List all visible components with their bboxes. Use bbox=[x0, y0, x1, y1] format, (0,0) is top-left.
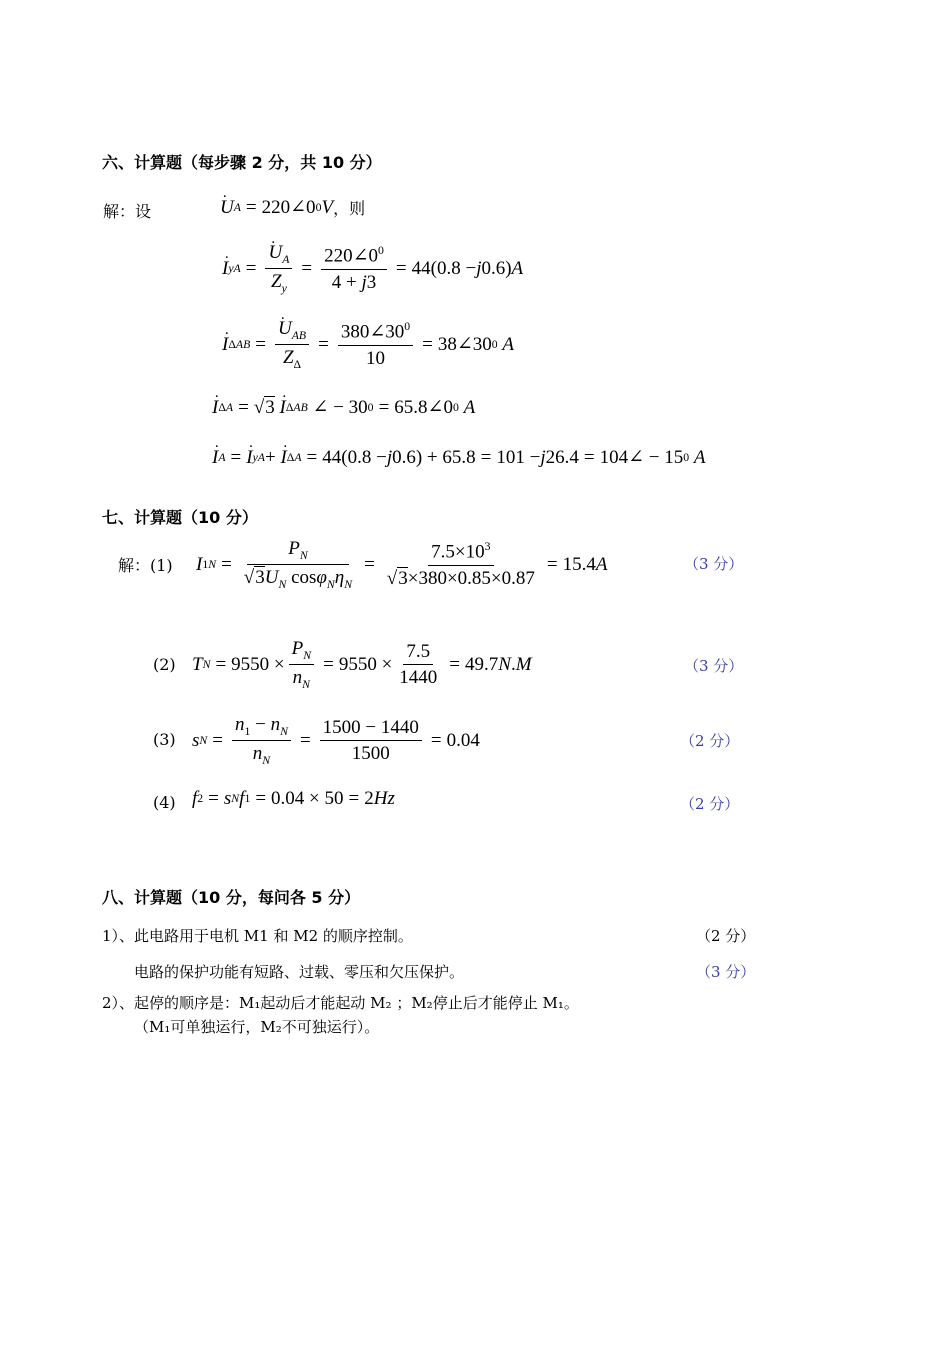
score-7-1: （3 分） bbox=[684, 555, 744, 573]
label-7-4: (4) bbox=[153, 793, 176, 812]
section-6-intro: 解：设 bbox=[103, 202, 152, 221]
section-8-title: 八、计算题（10 分，每问各 5 分） bbox=[102, 888, 361, 907]
section-8-line-2: 电路的保护功能有短路、过载、零压和欠压保护。 bbox=[134, 963, 465, 981]
section-7-intro: 解：(1) bbox=[118, 556, 173, 575]
score-8-2: （3 分） bbox=[696, 963, 756, 981]
score-7-4: （2 分） bbox=[680, 795, 740, 813]
equation-7-1: I 1N = $\frac{P_N}{√3U_N \cos\varphi_N\eta_N}$ = $\frac{7.5\times 10^3}{√3\times 380\times 0.85\times 0.87}$ = 15.4 A bbox=[196, 538, 608, 592]
equation-6-3: · I ΔAB = · $\frac{U_{AB}}{Z_\Delta}$ = $\frac{380\angle 30^0}{10}$ = 38∠30 0 A bbox=[222, 318, 514, 372]
equation-7-2: T N = 9550 × $\frac{P_N}{n_N}$ = 9550 × $\frac{7.5}{1440}$ = 49.7 N . M bbox=[192, 638, 532, 692]
label-7-3: (3) bbox=[153, 730, 176, 749]
section-8-line-4: （M₁可单独运行，M₂不可独运行）。 bbox=[134, 1018, 380, 1036]
equation-6-1: · U A = 220∠0 0 V ，则 bbox=[220, 196, 365, 219]
label-7-2: (2) bbox=[153, 655, 176, 674]
score-7-3: （2 分） bbox=[680, 732, 740, 750]
score-7-2: （3 分） bbox=[684, 657, 744, 675]
section-7-title: 七、计算题（10 分） bbox=[102, 508, 258, 527]
equation-7-3: s N = $\frac{n_1 - n_N}{n_N}$ = $\frac{1500 - 1440}{1500}$ = 0.04 bbox=[192, 714, 480, 768]
section-8-line-3: 2）、起停的顺序是：M₁起动后才能起动 M₂ ；M₂停止后才能停止 M₁。 bbox=[102, 994, 579, 1012]
equation-6-4: · I ΔA = √ 3 · I ΔAB ∠ − 30 0 = 65.8∠0 0 A bbox=[212, 396, 475, 419]
equation-6-2: · I yA = · $\frac{U_A}{Z_y}$ = $\frac{220\angle 0^0}{4 + j3}$ = 44(0.8 − j 0.6) A bbox=[222, 242, 523, 296]
equation-6-5: · I A = · I yA + · I ΔA = 44(0.8 − j 0.6) + 65.8 = 101 − j 26.4 = 104∠ − 15 0 A bbox=[212, 446, 705, 469]
score-8-1: （2 分） bbox=[696, 927, 756, 945]
section-8-line-1: 1）、此电路用于电机 M1 和 M2 的顺序控制。 bbox=[102, 927, 413, 945]
equation-7-4: f 2 = s N f 1 = 0.04 × 50 = 2 Hz bbox=[192, 788, 395, 809]
section-6-title: 六、计算题（每步骤 2 分，共 10 分） bbox=[102, 153, 382, 172]
